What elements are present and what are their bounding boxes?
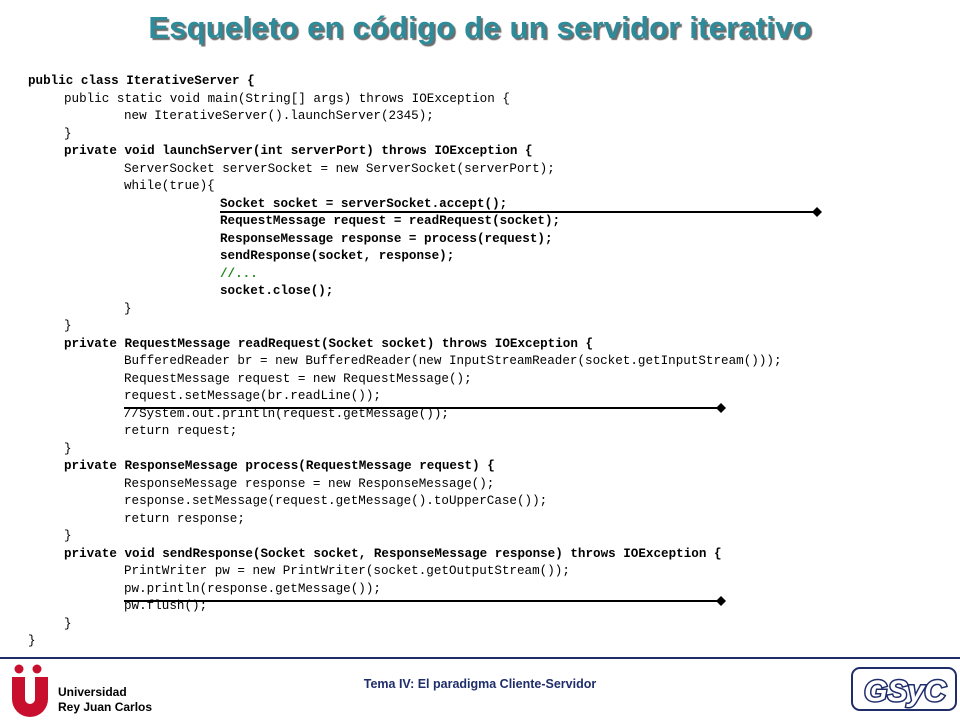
code-line: ResponseMessage response = process(request); bbox=[220, 231, 553, 246]
gsyc-logo-text: GSyC bbox=[864, 675, 946, 708]
code-line-readline: request.setMessage(br.readLine()); bbox=[124, 389, 381, 403]
code-line: response.setMessage(request.getMessage().toUpperCase()); bbox=[124, 494, 548, 508]
code-line: } bbox=[124, 301, 132, 316]
code-line: } bbox=[64, 441, 72, 456]
code-line: socket.close(); bbox=[220, 284, 334, 298]
code-line: RequestMessage request = new RequestMessage(); bbox=[124, 371, 472, 386]
code-line: RequestMessage request = readRequest(socket); bbox=[220, 214, 561, 228]
code-line-comment: //... bbox=[220, 266, 258, 281]
code-line: } bbox=[64, 126, 72, 141]
code-line: } bbox=[64, 529, 72, 543]
code-line: private RequestMessage readRequest(Socket socket) throws IOException { bbox=[64, 336, 594, 351]
footer-course-title: Tema IV: El paradigma Cliente-Servidor bbox=[363, 677, 597, 691]
code-line: BufferedReader br = new BufferedReader(new InputStreamReader(socket.getInputStream())); bbox=[124, 354, 782, 368]
code-line: sendResponse(socket, response); bbox=[220, 249, 455, 263]
code-line: ServerSocket serverSocket = new ServerSocket(serverPort); bbox=[124, 161, 555, 176]
code-line: } bbox=[64, 319, 72, 333]
code-line: ResponseMessage response = new ResponseMessage(); bbox=[124, 476, 495, 491]
code-line: private void sendResponse(Socket socket, ResponseMessage response) throws IOException { bbox=[64, 546, 722, 561]
code-line: new IterativeServer().launchServer(2345); bbox=[124, 109, 434, 123]
code-line: } bbox=[64, 616, 72, 631]
code-line-accept: Socket socket = serverSocket.accept(); bbox=[220, 196, 508, 211]
code-line: private void launchServer(int serverPort) throws IOException { bbox=[64, 144, 533, 158]
code-line: return response; bbox=[124, 511, 245, 526]
footer-divider bbox=[0, 657, 960, 659]
code-line: } bbox=[28, 634, 36, 648]
code-line-println: pw.println(response.getMessage()); bbox=[124, 581, 381, 596]
university-name-line1: Universidad bbox=[58, 685, 127, 699]
code-line: while(true){ bbox=[124, 179, 215, 193]
gsyc-logo-icon bbox=[850, 664, 960, 714]
code-listing bbox=[0, 73, 960, 663]
code-line: PrintWriter pw = new PrintWriter(socket.getOutputStream()); bbox=[124, 564, 570, 578]
code-line: return request; bbox=[124, 424, 238, 438]
gsyc-logo bbox=[850, 664, 960, 714]
code-line: public class IterativeServer { bbox=[28, 74, 255, 88]
code-line: public static void main(String[] args) throws IOException { bbox=[64, 91, 510, 106]
slide-title: Esqueleto en código de un servidor iterativo bbox=[148, 10, 812, 45]
university-name-line2: Rey Juan Carlos bbox=[58, 700, 153, 714]
code-line: //System.out.println(request.getMessage()); bbox=[124, 406, 449, 421]
code-line: pw.flush(); bbox=[124, 599, 208, 613]
code-line: private ResponseMessage process(RequestMessage request) { bbox=[64, 459, 495, 473]
